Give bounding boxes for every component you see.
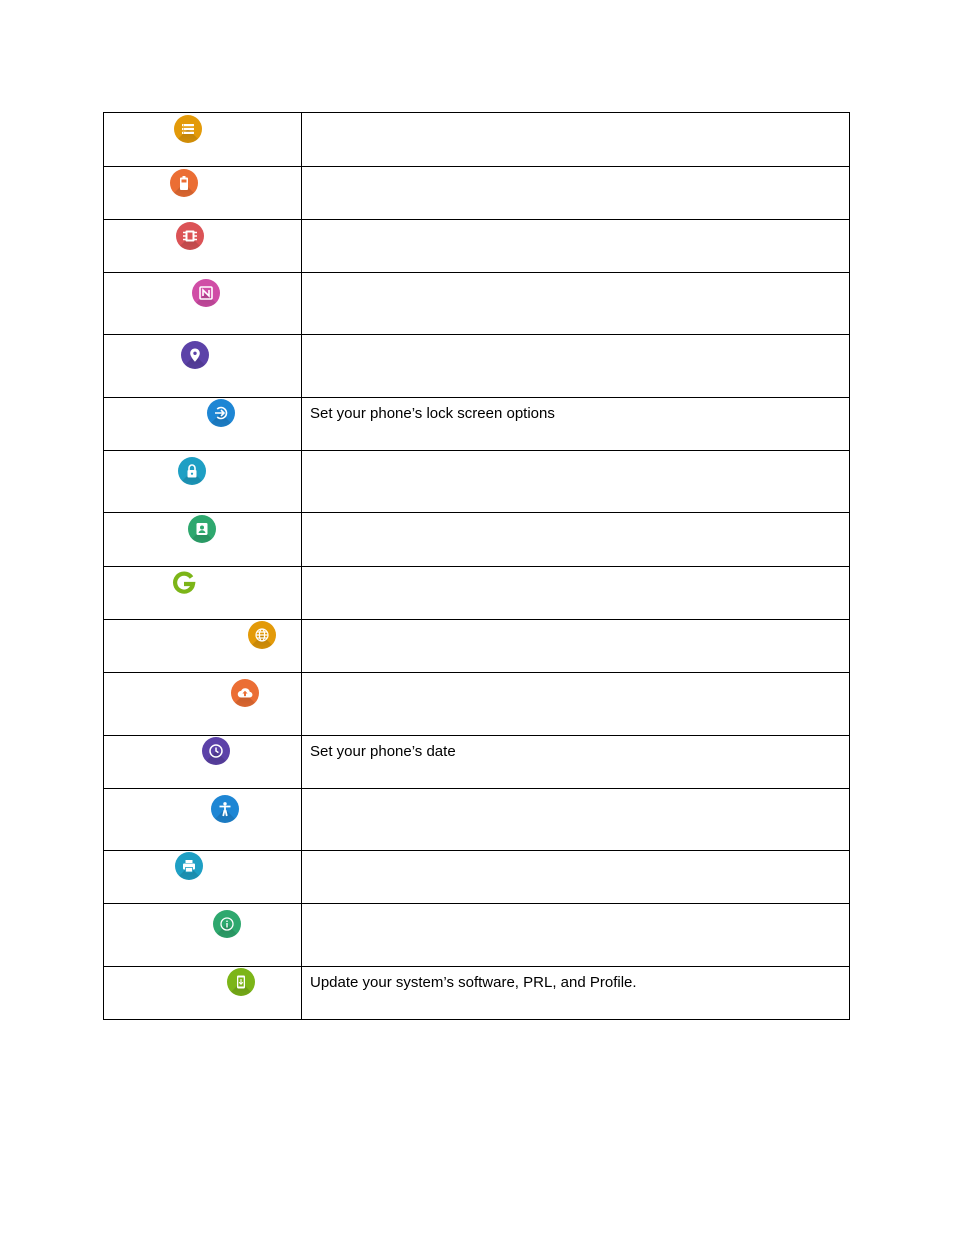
icon-cell <box>104 736 302 789</box>
table-row <box>104 736 850 789</box>
lock-icon <box>178 457 206 485</box>
printing-icon <box>175 852 203 880</box>
table-row <box>104 967 850 1020</box>
about-phone-icon <box>213 910 241 938</box>
row-description: Update your system’s software, PRL, and Profile. <box>310 974 637 991</box>
row-description <box>302 567 849 574</box>
description-cell <box>302 789 850 851</box>
description-cell <box>302 904 850 967</box>
description-cell <box>302 220 850 273</box>
description-cell <box>302 167 850 220</box>
language-icon <box>248 621 276 649</box>
row-description <box>302 335 849 342</box>
icon-cell <box>104 273 302 335</box>
description-cell <box>302 967 850 1020</box>
icon-cell <box>104 335 302 398</box>
location-icon <box>181 341 209 369</box>
table-row <box>104 220 850 273</box>
google-icon <box>170 568 198 596</box>
description-cell <box>302 673 850 736</box>
description-cell <box>302 567 850 620</box>
date-time-icon <box>202 737 230 765</box>
memory-icon <box>176 222 204 250</box>
description-cell <box>302 113 850 167</box>
table-row <box>104 904 850 967</box>
table-row <box>104 673 850 736</box>
row-description <box>302 851 849 858</box>
system-update-icon <box>227 968 255 996</box>
row-description: Set your phone’s date <box>310 743 456 760</box>
row-description: Set your phone’s lock screen options <box>310 405 555 422</box>
icon-cell <box>104 789 302 851</box>
backup-icon <box>231 679 259 707</box>
row-description <box>302 167 849 174</box>
description-cell <box>302 451 850 513</box>
icon-cell <box>104 513 302 567</box>
table-row <box>104 167 850 220</box>
table-row <box>104 851 850 904</box>
description-cell <box>302 736 850 789</box>
icon-cell <box>104 673 302 736</box>
row-description <box>302 904 849 911</box>
icon-cell <box>104 851 302 904</box>
table-row <box>104 789 850 851</box>
icon-cell <box>104 620 302 673</box>
row-description <box>302 620 849 627</box>
row-description <box>302 273 849 280</box>
storage-icon <box>174 115 202 143</box>
settings-table <box>103 112 850 1020</box>
description-cell <box>302 620 850 673</box>
description-cell <box>302 398 850 451</box>
accessibility-icon <box>211 795 239 823</box>
table-row <box>104 335 850 398</box>
row-description <box>302 220 849 227</box>
icon-cell <box>104 567 302 620</box>
row-description <box>302 673 849 680</box>
icon-cell <box>104 113 302 167</box>
row-description <box>302 113 849 120</box>
table-row <box>104 513 850 567</box>
table-row <box>104 567 850 620</box>
table-row <box>104 398 850 451</box>
nfc-icon <box>192 279 220 307</box>
icon-cell <box>104 451 302 513</box>
table-row <box>104 113 850 167</box>
description-cell <box>302 851 850 904</box>
icon-cell <box>104 167 302 220</box>
accounts-icon <box>188 515 216 543</box>
table-row <box>104 273 850 335</box>
table-row <box>104 620 850 673</box>
table-row <box>104 451 850 513</box>
row-description <box>302 513 849 520</box>
description-cell <box>302 273 850 335</box>
icon-cell <box>104 220 302 273</box>
icon-cell <box>104 967 302 1020</box>
row-description <box>302 789 849 796</box>
icon-cell <box>104 904 302 967</box>
lock-screen-icon <box>207 399 235 427</box>
description-cell <box>302 513 850 567</box>
battery-icon <box>170 169 198 197</box>
icon-cell <box>104 398 302 451</box>
description-cell <box>302 335 850 398</box>
row-description <box>302 451 849 458</box>
